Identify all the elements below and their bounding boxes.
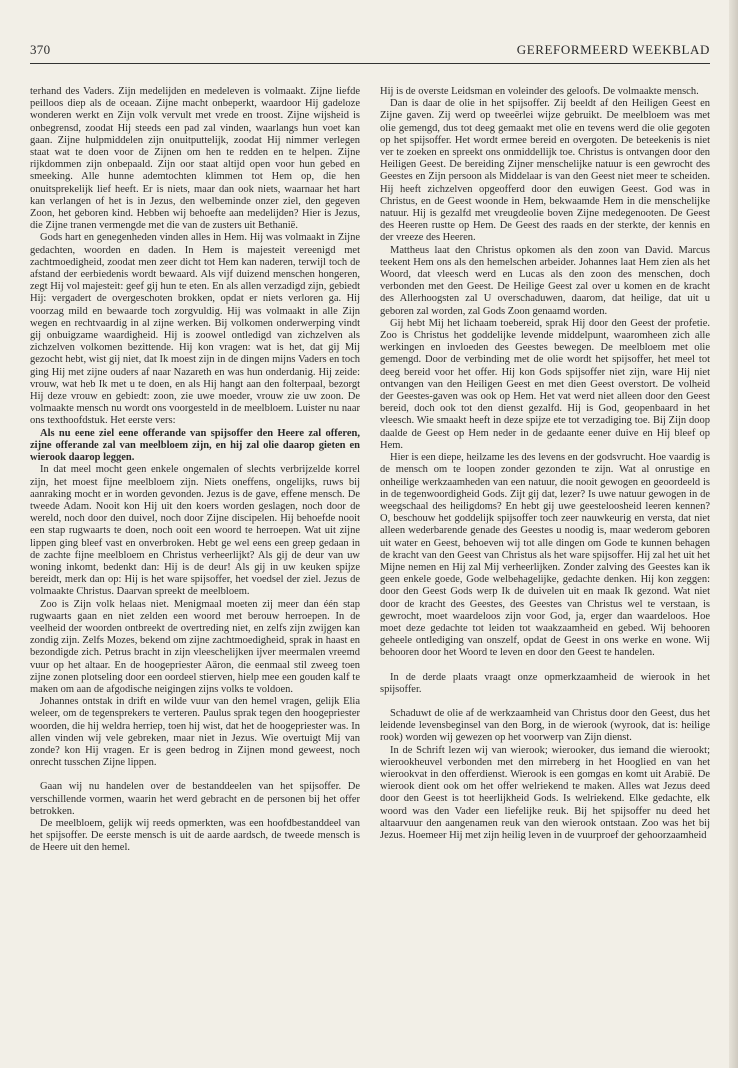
paragraph: In de derde plaats vraagt onze opmerkzaamheid de wierook in het spijsoffer. — [380, 671, 710, 695]
paragraph: Zoo is Zijn volk helaas niet. Menigmaal moeten zij meer dan één stap rugwaarts gaan en niet zelden een woord met berouw herroepen. In de veelheid der woorden ontbreekt de overtreding niet, en zelfs zijn zwijgen kan zondig zijn. Zelfs Mozes, bekend om zijne zachtmoedigheid, sprak in haast en bezondigde zich. Petrus bracht in zijn vleeschelijken ijver meermalen vreemd vuur op het altaar. En de hoogepriester Aäron, die eenmaal stil zweeg toen zijne zonen plotseling door een oordeel stierven, hielp mee een gouden kalf te maken om aan de afgodische neigingen zijns volks te voldoen. — [30, 598, 360, 695]
paragraph: Hij is de overste Leidsman en voleinder des geloofs. De volmaakte mensch. — [380, 86, 699, 97]
paragraph: Gaan wij nu handelen over de bestanddeelen van het spijsoffer. De verschillende vormen, waarin het werd gebracht en de personen bij het offer betrokken. — [30, 781, 360, 817]
paragraph: Dan is daar de olie in het spijsoffer. Zij beeldt af den Heiligen Geest en Zijne gaven. Zij werd op tweeërlei wijze gebruikt. De meelbloem was met olie gemengd, dus tot deeg gemaakt met olie en tevens werd die olie gegoten op het spijsoffer. Het wordt ermee bereid en overgoten. De beteekenis is niet ver te zoeken en spreekt ons onmiddellijk toe. Christus is ontvangen door den Heiligen Geest. De bereiding Zijner menschelijke natuur is een gewrocht des Geestes en Zijn persoon als Middelaar is van den Geest niet meer te scheiden. Hij heeft zichzelven opgeofferd door den euwigen Geest. God was in Christus, en de Geest woonde in Hem, bekwaamde Hem in die menschelijke natuur. Hij is gezalfd met vreugdeolie boven Zijne medegenooten. De Geest des Heeren rustte op Hem. De Geest des raads en der sterkte, der kennis en der vreeze des Heeren. — [380, 98, 710, 244]
paragraph: In de Schrift lezen wij van wierook; wierooker, dus iemand die wierookt; wierookheuvel verbonden met den mirreberg in het Hooglied en van het wierookvat in den offerdienst. Wierook is een gomgas en komt uit Arabië. De wierook dient ook om het offer welriekend te maken. Alles wat Jezus deed door den Geest is tot heerlijkheid Gods. Is welriekend. Elke gedachte, elk woord was den Vader een liefelijke reuk. Bij het spijsoffer nu deed het altaarvuur den aangenamen reuk van den wierook ontstaan. Zoo was het bij Jezus. Hoemeer Hij met zijn heilig leven in de vuurproef der gehoorzaamheid — [380, 744, 710, 841]
paragraph: Mattheus laat den Christus opkomen als den zoon van David. Marcus teekent Hem ons als den hemelschen arbeider. Johannes laat Hem zien als het Woord, dat vleesch werd en Lucas als den zoon des menschen, doch verbonden met den Geest. De Heilige Geest zal over u komen en de kracht des Allerhoogsten zal U overschaduwen, daarom, dat heilige, dat uit u geboren zal worden, zal Gods Zoon genaamd worden. — [380, 244, 710, 317]
paragraph: Gij hebt Mij het lichaam toebereid, sprak Hij door den Geest der profetie. Zoo is Christus het goddelijke levende middelpunt, waaromheen zich alle werkingen en invloeden des Geestes bewegen. De meelbloem met olie gemengd. Door de verbinding met de olie wordt het spijsoffer, het meel tot deeg bereid voor het offer. Hij kon Gods spijsoffer niet zijn, ware Hij niet ontvangen van den Heiligen Geest en met dien Geest overstort. De volheid der Geestes-gaven was ook op Hem. Het vat werd niet alleen door den Geest bereid, doch ook tot den dienst gezalfd. Hij is God, geopenbaard in het vleesch. Wie smaakt heeft in deze spijze ete tot verzadiging toe. Bij Zijn doop daalde de Geest op Hem neder in de gedaante eener duive en Hij bleef op Hem. — [380, 317, 710, 451]
page-edge-shadow — [729, 0, 738, 1068]
header-rule — [30, 63, 710, 64]
page-header — [30, 42, 710, 62]
paragraph: Gods hart en genegenheden vinden alles in Hem. Hij was volmaakt in Zijne gedachten, woorden en daden. In Hem is majesteit vereenigd met zachtmoedigheid, zoodat men zeer dicht tot Hem kan naderen, terwijl toch de afstand der eerbiedenis wordt bewaard. Als vijf duizend menschen hongeren, zegt Hij vol majesteit: geef gij hun te eten. En als allen verzadigd zijn, gebiedt Hij: vergadert de overgeschoten brokken, opdat er niets verloren ga. Hij voorzag mild en bewaarde toch zorgvuldig. Hij was volmaakt in alle Zijn wegen en rechtvaardig in al zijne werken. Bij volkomen onderwerping vindt gij onbuigzame waardigheid. Hij is zoowel ontledigd van zichzelven als zichzelven volkomen bezittende. Hij kon vragen: wat is het, dat gij Mij gezocht hebt, wist gij niet, dat Ik moest zijn in de dingen mijns Vaders en toch ging Hij met zijne ouders af naar Nazareth en was hun onderdanig. Hij zeide: vrouw, wat heb Ik met u te doen, en als Hij hangt aan den folterpaal, bezorgt Hij deze vrouw en gebiedt: zoon, zie uwe moeder, vrouw zie uw zoon. De volmaakte mensch nu wordt ons voorgesteld in de meelbloem. Luister nu naar ons texthoofdstuk. Het eerste vers: — [30, 232, 360, 427]
paragraph: De meelbloem, gelijk wij reeds opmerkten, was een hoofdbestanddeel van het spijsoffer. De eerste mensch is uit de aarde aardsch, de tweede mensch is de Heere uit den hemel. — [30, 817, 360, 854]
paragraph: terhand des Vaders. Zijn medelijden en medeleven is volmaakt. Zijne liefde peilloos diep als de oceaan. Zijne macht onbeperkt, waardoor Hij gadeloze wonderen werkt en Zijn volk vervult met vrede en troost. Zijne wijsheid is onbegrensd, zoodat Hij steeds een pad zal vinden, waarlangs hun voet kan gaan. Zijne hulpmiddelen zijn onuitputtelijk, zoodat Hij nimmer verlegen staat wat te doen voor de Zijnen om hen te redden en te helpen. Zijne rijkdommen zijn onbepaald. Zijn oor staat altijd open voor hun gebed en smeeking. Alle hunne ademtochten klimmen tot Hem op, die hen onuitsprekelijk lief heeft. Er is niets, maar dan ook niets, waarnaar het hart kan verlangen of het is in Jezus, den welbeminde onzer ziel, den gegeven Zoon, het geboren kind. Hebben wij behoefte aan medelijden? Hier is Jezus, die Zijne tranen vermengde met die van de zusters uit Bethanië. — [30, 86, 360, 232]
paragraph: In dat meel mocht geen enkele ongemalen of slechts verbrijzelde korrel zijn, het moest fijne meelbloem zijn. Niets oneffens, ongelijks, ruws bij aanraking mocht er in worden gevonden. Jezus is de gave, effene mensch. De tweede Adam. Nooit kon Hij uit den koers worden geslagen, noch door de wereld, noch door den duivel, noch door Zijne discipelen. Hij behoefde nooit een stap rugwaarts te doen, noch ooit een woord te herroepen. Wat uit zijne lippen ging bleef vast en onverbroken. Hebt ge wel eens een greep gedaan in de zachte fijne meelbloem en Christus verheerlijkt? Als gij de deur van uw woning inkomt, bedenkt dan: Hij is de deur! Als gij in uw keuken spijze bereidt, merk dan op: Hij is het ware spijsoffer, het voedsel der ziel. Jezus de volmaakte Christus. Daarvan spreekt de meelbloem. — [30, 464, 360, 598]
left-column — [30, 86, 360, 1042]
journal-title: GEREFORMEERD WEEKBLAD — [516, 42, 710, 57]
paragraph: Hier is een diepe, heilzame les des levens en der godsvrucht. Hoe vaardig is de mensch om te loopen zonder gezonden te zijn. Wat al onrustige en onheilige werkzaamheden van een natuur, die nooit gewogen en geoordeeld is in de tegenwoordigheid Gods. Zijt gij dat, lezer? Is uwe natuur gewogen in de weegschaal des heiligdoms? En hebt gij uwe geesteloosheid leeren kennen? O, beschouw het goddelijk spijsoffer toch zeer nauwkeurig en versta, dat niet alleen wederbarende genade des Geestes u noodig is, maar wederom geboren uit water en Geest, behoeven wij tot alle dingen om Gode te kunnen behagen de kracht van den Geest van Christus als het ware spijsoffer. Hij zal het uit het Mijne nemen en Hij zal Mij verheerlijken. Zonder zalving des Geestes kan ik geen enkele goede, Gode welbehagelijke, gedachte denken. Hij kon zeggen: door den Geest Gods werp Ik de duivelen uit en maak Ik gezond. Wat niet door de kracht des Geestes, des Geestes van Christus wel te verstaan, is gewrocht, moet waardeloos zijn voor God, ja, erger dan waardeloos. Hoe moet deze gedachte tot leiden tot waakzaamheid en gebed. Wij behooren geheele ontlediging van onszelf, opdat de Geest in ons werke en wone. Wij behooren door het Woord te leven en door den Geest te handelen. — [380, 452, 710, 659]
paragraph: Johannes ontstak in drift en wilde vuur van den hemel vragen, gelijk Elia weleer, om de tegensprekers te verteren. Paulus sprak tegen den hoogepriester woorden, die hij weldra herriep, toen hij wist, dat het de hoogepriester was. In allen vinden wij vele gebreken, maar niet in Jezus. Wie overtuigt Mij van zonde? kon Hij vragen. Er is geen bedrog in Zijnen mond geweest, noch onrecht tusschen Zijne lippen. — [30, 696, 360, 769]
scripture-quote: Als nu eene ziel eene offerande van spijsoffer den Heere zal offeren, zijne offerande zal van meelbloem zijn, en hij zal olie daarop gieten en wierook daarop leggen. — [30, 427, 360, 464]
paragraph: Schaduwt de olie af de werkzaamheid van Christus door den Geest, dus het leidende levensbeginsel van den Borg, in de wierook (wyrook, dat is: heilige rook) worden wij gewezen op het voorwerp van Zijn dienst. — [380, 707, 710, 744]
right-column — [380, 86, 710, 1042]
page-number: 370 — [30, 42, 51, 57]
